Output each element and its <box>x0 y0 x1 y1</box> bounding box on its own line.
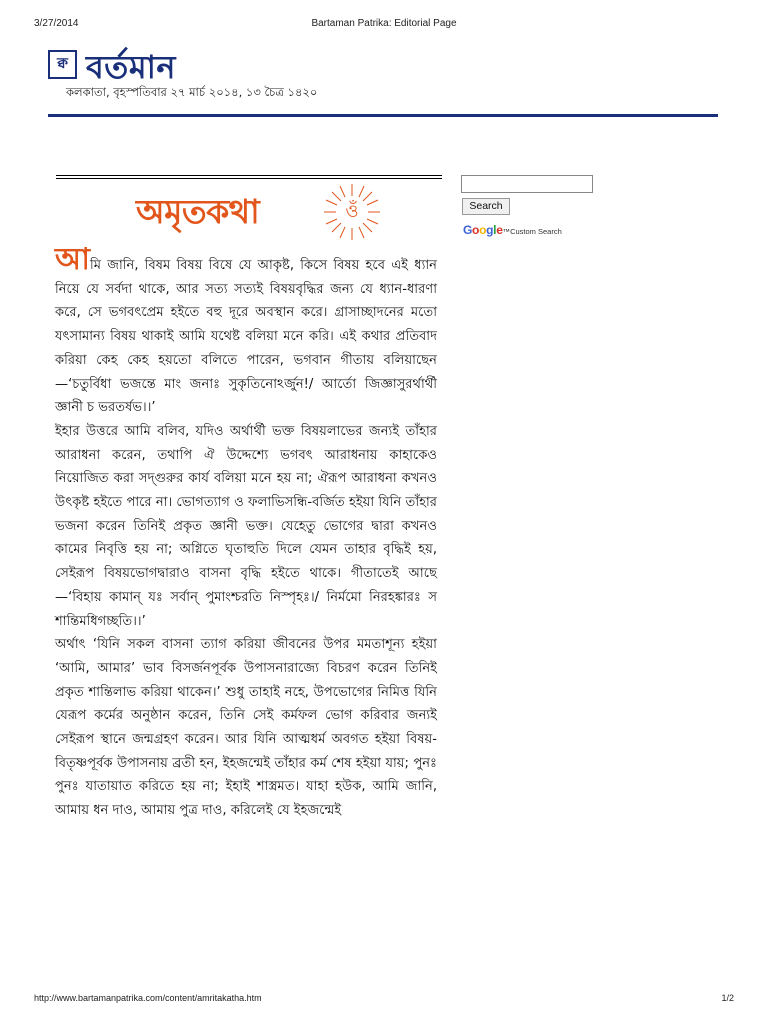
print-header <box>34 18 734 32</box>
om-symbol: ওঁ <box>345 201 359 222</box>
masthead <box>48 44 728 119</box>
google-custom-search-brand <box>463 221 562 235</box>
newspaper-name[interactable]: বর্তমান <box>86 48 176 86</box>
dateline: কলকাতা, বৃহস্পতিবার ২৭ মার্চ ২০১৪, ১৩ চৈত্র ১৪২০ <box>66 85 318 99</box>
article-top-rule <box>56 175 442 179</box>
search-button[interactable]: Search <box>462 198 510 215</box>
section-title: অমৃতকথা <box>136 192 260 231</box>
custom-search-label: ™Custom Search <box>502 227 562 236</box>
article-paragraph: অর্থাৎ ‘যিনি সকল বাসনা ত্যাগ করিয়া জীবনের উপর মমতাশূন্য হইয়া ‘আমি, আমার’ ভাব বিসর্জনপূর্বক উপাসনারাজ্যে বিচরণ করেন তিনিই প্রকৃত শান্তিলাভ করিয়া থাকেন।’ শুধু তাহাই নহে, উপভোগের নিমিত্ত যিনি যেরূপ কর্মের অনুষ্ঠান করেন, তিনি সেই কর্মফল ভোগ করিবার জন্যই সেইরূপ স্থানে জন্মগ্রহণ করেন। আর যিনি আত্মধর্ম অবগত হইয়া বিষয়-বিতৃষ্ণপূর্বক উপাসনায় ব্রতী হন, ইহজন্মেই তাঁহার কর্ম শেষ হইয়া যায়; পুনঃ পুনঃ যাতায়াত করিতে হয় না; ইহাই শাস্ত্রমত। যাহা হউক, আমি জানি, আমায় ধন দাও, আমায় পুত্র দাও, করিলেই যে ইহজন্মেই <box>55 637 437 819</box>
masthead-divider <box>48 114 718 117</box>
article-paragraph: ইহার উত্তরে আমি বলিব, যদিও অর্থার্থী ভক্ত বিষয়লাভের জন্যই তাঁহার আরাধনা করেন, তথাপি ঐ উদ্দেশ্যে ভগবৎ আরাধনায় কাহাকেও নিয়োজিত করা সদ্‌গুরুর কার্য বলিয়া মনে হয় না; ঐরূপ আরাধনা কখনও উৎকৃষ্ট হইতে পারে না। ভোগত্যাগ ও ফলাভিসন্ধি-বর্জিত হইয়া যিনি তাঁহার ভজনা করেন তিনিই প্রকৃত জ্ঞানী ভক্ত। যেহেতু ভোগের দ্বারা কখনও কামের নিবৃত্তি হয় না; অগ্নিতে ঘৃতাহুতি দিলে যেমন তাহার বৃদ্ধিই হয়, সেইরূপ বিষয়ভোগদ্বারাও বাসনা বৃদ্ধি হইতে থাকে। গীতাতেই আছে—‘বিহায় কামান্‌ যঃ সর্বান্‌ পুমাংশ্চরতি নিস্পৃহঃ।/ নির্মমো নিরহঙ্কারঃ স শান্তিমধিগচ্ছতি।।’ <box>55 423 437 629</box>
print-title: Bartaman Patrika: Editorial Page <box>311 18 457 29</box>
newspaper-logo-icon[interactable]: ক্ব <box>48 50 77 79</box>
article-paragraph <box>55 242 437 420</box>
print-footer <box>34 993 734 1007</box>
article-body <box>55 242 437 988</box>
page-number: 1/2 <box>721 993 734 1003</box>
section-banner <box>132 182 372 242</box>
google-logo: Google <box>463 223 503 237</box>
paragraph-text: মি জানি, বিষম বিষয় বিষে যে আকৃষ্ট, কিসে বিষয় হবে এই ধ্যান নিয়ে যে সর্বদা থাকে, আর সত্য সত্যই বিষয়বৃদ্ধির জন্য যে ধ্যান-ধারণা করে, সে ভগবৎপ্রেম হইতে বহু দূরে অবস্থান করে। গ্রাসাচ্ছাদনের মতো যৎসামান্য বিষয় থাকাই আমি যথেষ্ট বলিয়া মনে করি। এই কথার প্রতিবাদ করিয়া কেহ কেহ হয়তো বলিতে পারেন, ভগবান গীতায় বলিয়াছেন—‘চতুর্বিধা ভজন্তে মাং জনাঃ সুকৃতিনোঽর্জুন!/ আর্তো জিজ্ঞাসুরর্থার্থী জ্ঞানী চ ভরতর্ষভ।।’ <box>55 258 437 416</box>
drop-cap: আ <box>55 242 90 277</box>
search-input[interactable] <box>461 175 593 193</box>
print-date: 3/27/2014 <box>34 18 79 29</box>
page-url-link[interactable]: http://www.bartamanpatrika.com/content/amritakatha.htm <box>34 993 262 1003</box>
